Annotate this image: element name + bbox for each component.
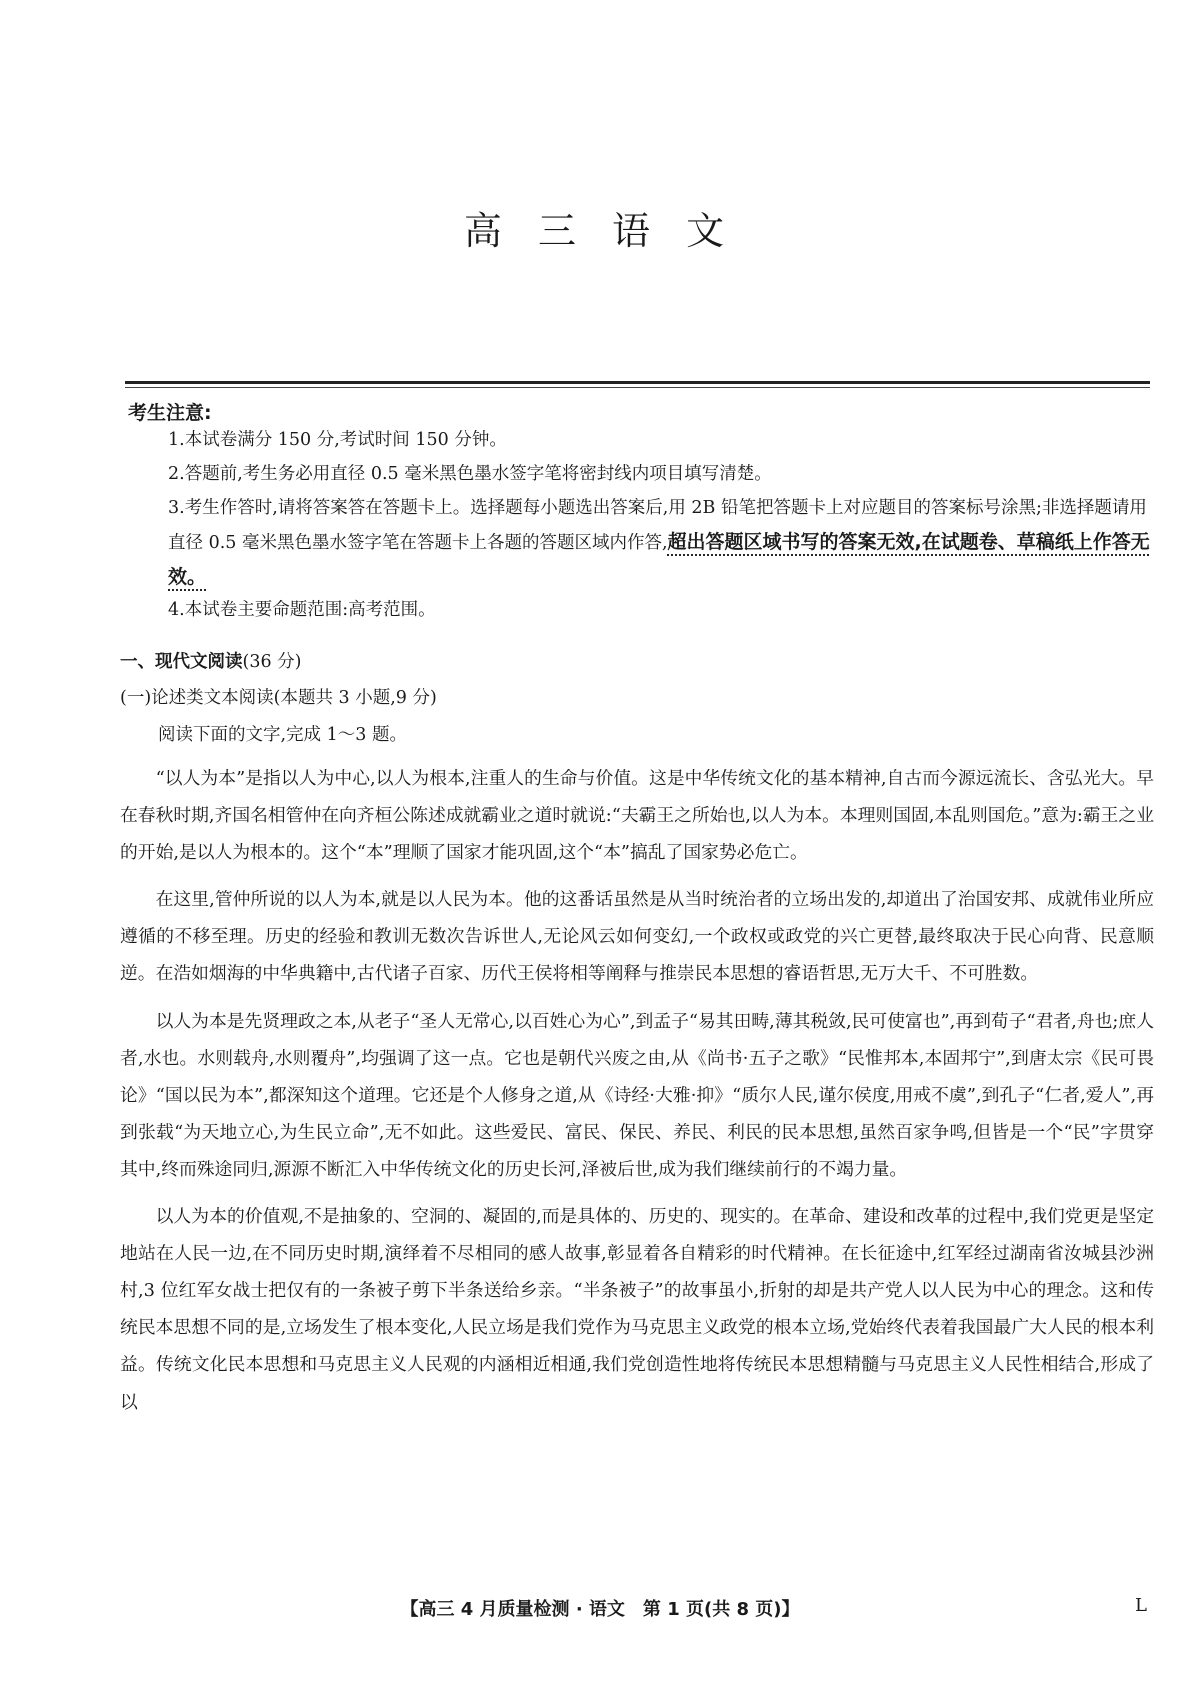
notice-heading: 考生注意: [128, 402, 212, 424]
reading-instruction: 阅读下面的文字,完成 1～3 题。 [158, 725, 407, 745]
notice-item-2: 2.答题前,考生务必用直径 0.5 毫米黑色墨水签字笔将密封线内项目填写清楚。 [168, 464, 772, 484]
part-heading-score: (36 分) [242, 652, 302, 672]
exam-title: 高 三 语 文 [463, 209, 737, 253]
paragraph-4: 以人为本的价值观,不是抽象的、空洞的、凝固的,而是具体的、历史的、现实的。在革命、建设和改革的过程中,我们党更是坚定地站在人民一边,在不同历史时期,演绎着不尽相同的感人故事,彰显着各自精彩的时代精神。在长征途中,红军经过湖南省汝城县沙洲村,3 位红军女战士把仅有的一条被子剪下半条送给乡亲。“半条被子”的故事虽小,折射的却是共产党人以人民为中心的理念。这和传统民本思想不同的是,立场发生了根本变化,人民立场是我们党作为马克思主义政党的根本立场,党始终代表着我国最广大人民的根本利益。传统文化民本思想和马克思主义人民观的内涵相近相通,我们党创造性地将传统民本思想精髓与马克思主义人民性相结合,形成了以 [120, 1206, 1154, 1413]
paragraph-3: 以人为本是先贤理政之本,从老子“圣人无常心,以百姓心为心”,到孟子“易其田畴,薄其税敛,民可使富也”,再到荀子“君者,舟也;庶人者,水也。水则载舟,水则覆舟”,均强调了这一点。它也是朝代兴废之由,从《尚书·五子之歌》“民惟邦本,本固邦宁”,到唐太宗《民可畏论》“国以民为本”,都深知这个道理。它还是个人修身之道,从《诗经·大雅·抑》“质尔人民,谨尔侯度,用戒不虞”,到孔子“仁者,爱人”,再到张载“为天地立心,为生民立命”,无不如此。这些爱民、富民、保民、养民、利民的民本思想,虽然百家争鸣,但皆是一个“民”字贯穿其中,终而殊途同归,源源不断汇入中华传统文化的历史长河,泽被后世,成为我们继续前行的不竭力量。 [120, 1010, 1154, 1180]
sub-heading: (一)论述类文本阅读(本题共 3 小题,9 分) [120, 688, 437, 708]
footer-code: L [1135, 1595, 1147, 1616]
notice-item-4: 4.本试卷主要命题范围:高考范围。 [168, 600, 436, 620]
paragraph-1: “以人为本”是指以人为中心,以人为根本,注重人的生命与价值。这是中华传统文化的基本精神,自古而今源远流长、含弘光大。早在春秋时期,齐国名相管仲在向齐桓公陈述成就霸业之道时就说:“夫霸王之所始也,以人为本。本理则国固,本乱则国危。”意为:霸王之业的开始,是以人为根本的。这个“本”理顺了国家才能巩固,这个“本”搞乱了国家势必危亡。 [120, 768, 1154, 864]
header-rule-thin [125, 387, 1150, 388]
notice-item-3-emphasis: 超出答题区域书写的答案无效,在试题卷、草稿纸上作答无效。 [168, 531, 1150, 588]
notice-item-1: 1.本试卷满分 150 分,考试时间 150 分钟。 [168, 430, 507, 450]
part-heading [120, 645, 302, 679]
notice-item-3-text: 3.考生作答时,请将答案答在答题卡上。选择题每小题选出答案后,用 2B 铅笔把答题卡上对应题目的答案标号涂黑;非选择题请用直径 0.5 毫米黑色墨水签字笔在答题卡上各题的答题区域内作答, [168, 498, 1147, 553]
header-rule-thick [125, 381, 1150, 384]
page-footer: 【高三 4 月质量检测 · 语文 第 1 页(共 8 页)】 [400, 1599, 800, 1620]
reading-passage [120, 760, 1154, 1431]
notice-item-3 [168, 491, 1153, 595]
paragraph-2: 在这里,管仲所说的以人为本,就是以人民为本。他的这番话虽然是从当时统治者的立场出发的,却道出了治国安邦、成就伟业所应遵循的不移至理。历史的经验和教训无数次告诉世人,无论风云如何变幻,一个政权或政党的兴亡更替,最终取决于民心向背、民意顺逆。在浩如烟海的中华典籍中,古代诸子百家、历代王侯将相等阐释与推崇民本思想的睿语哲思,无万大千、不可胜数。 [120, 889, 1154, 985]
part-heading-title: 一、现代文阅读 [120, 652, 243, 672]
